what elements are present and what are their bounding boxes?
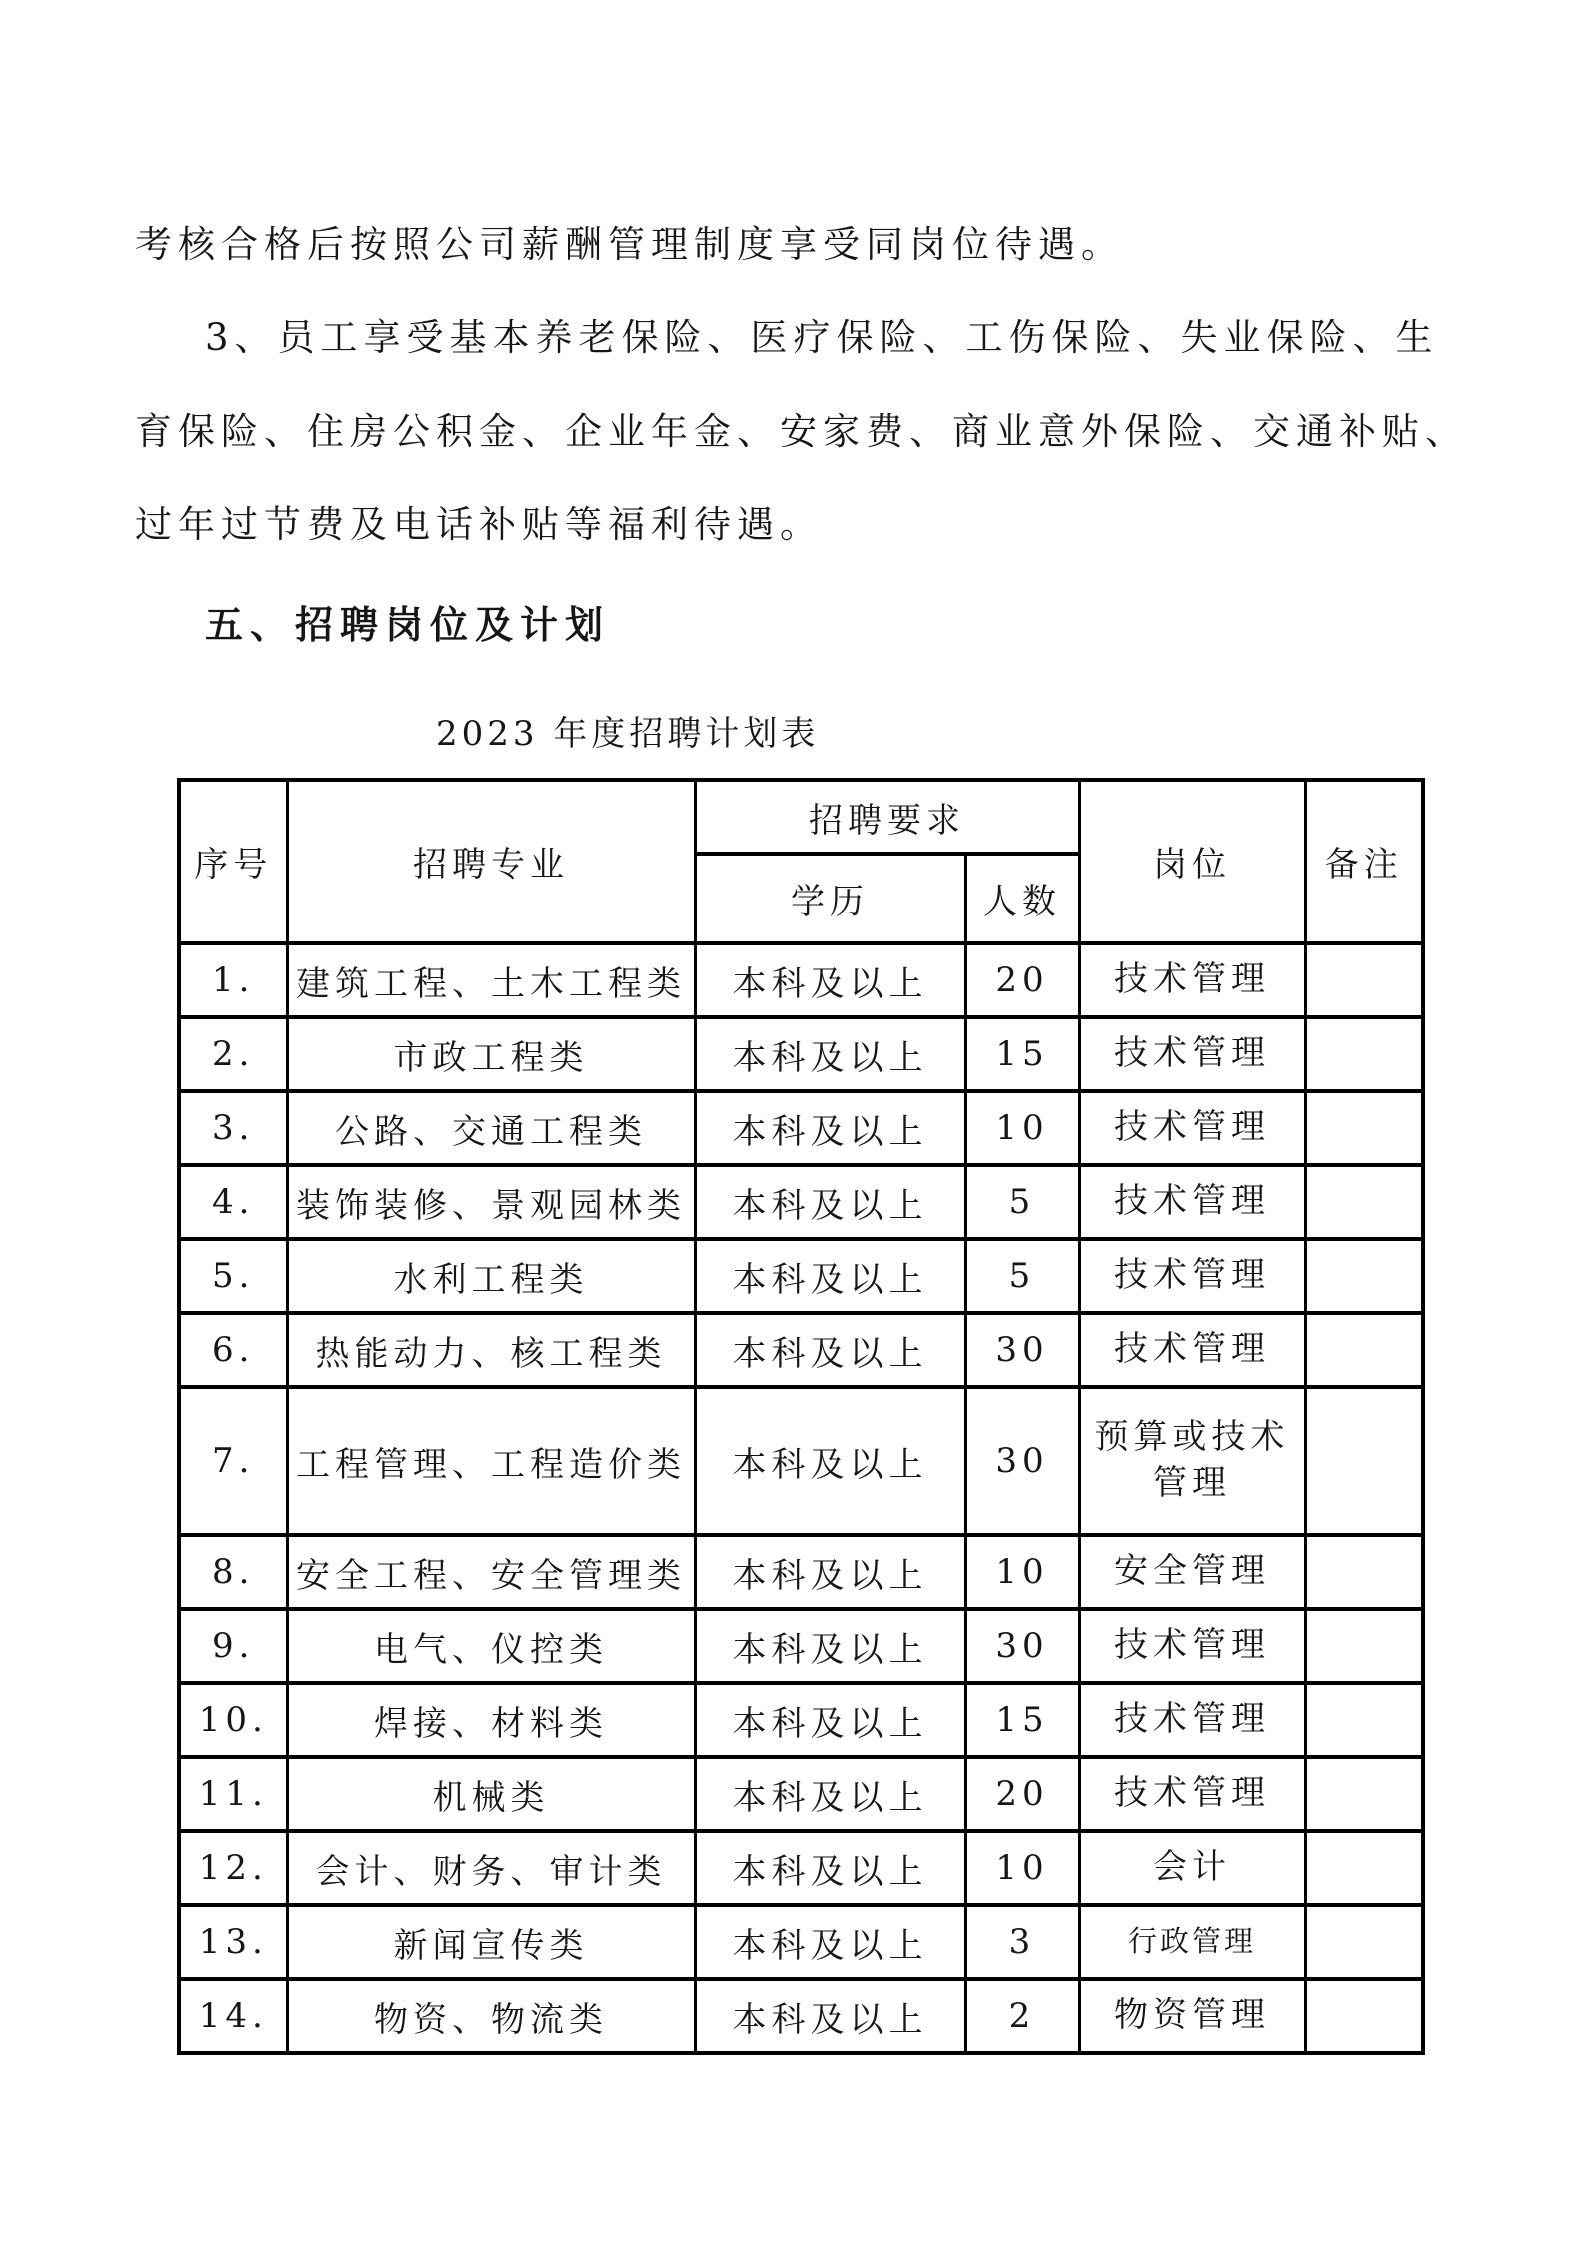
cell-major: 电气、仪控类 (287, 1609, 695, 1683)
cell-major: 水利工程类 (287, 1239, 695, 1313)
cell-education: 本科及以上 (695, 1313, 965, 1387)
header-remark: 备注 (1305, 780, 1423, 943)
cell-education: 本科及以上 (695, 1165, 965, 1239)
cell-major: 建筑工程、土木工程类 (287, 943, 695, 1017)
cell-headcount: 10 (965, 1831, 1079, 1905)
cell-major: 物资、物流类 (287, 1979, 695, 2053)
table-row (179, 1905, 1423, 1979)
header-major: 招聘专业 (287, 780, 695, 943)
table-row (179, 1387, 1423, 1535)
cell-major: 会计、财务、审计类 (287, 1831, 695, 1905)
cell-headcount: 5 (965, 1239, 1079, 1313)
cell-position: 技术管理 (1079, 1683, 1305, 1757)
cell-serial: 2. (179, 1017, 287, 1091)
cell-major: 焊接、材料类 (287, 1683, 695, 1757)
table-row (179, 1683, 1423, 1757)
cell-headcount: 5 (965, 1165, 1079, 1239)
cell-serial: 8. (179, 1535, 287, 1609)
table-row (179, 943, 1423, 1017)
cell-education: 本科及以上 (695, 1757, 965, 1831)
cell-education: 本科及以上 (695, 1609, 965, 1683)
cell-education: 本科及以上 (695, 1683, 965, 1757)
cell-remark (1305, 1831, 1423, 1905)
cell-major: 装饰装修、景观园林类 (287, 1165, 695, 1239)
header-serial: 序号 (179, 780, 287, 943)
cell-headcount: 3 (965, 1905, 1079, 1979)
cell-major: 机械类 (287, 1757, 695, 1831)
cell-education: 本科及以上 (695, 1979, 965, 2053)
cell-remark (1305, 1979, 1423, 2053)
section-heading: 五、招聘岗位及计划 (205, 602, 611, 647)
cell-position: 行政管理 (1079, 1905, 1305, 1979)
table-row (179, 1091, 1423, 1165)
cell-education: 本科及以上 (695, 1091, 965, 1165)
cell-headcount: 20 (965, 1757, 1079, 1831)
recruitment-table-body (179, 943, 1423, 2053)
cell-remark (1305, 1165, 1423, 1239)
cell-serial: 7. (179, 1387, 287, 1535)
cell-headcount: 15 (965, 1017, 1079, 1091)
cell-major: 安全工程、安全管理类 (287, 1535, 695, 1609)
cell-serial: 1. (179, 943, 287, 1017)
recruitment-plan-table (177, 778, 1425, 2055)
table-row (179, 1535, 1423, 1609)
cell-position: 技术管理 (1079, 1757, 1305, 1831)
cell-serial: 13. (179, 1905, 287, 1979)
cell-headcount: 10 (965, 1535, 1079, 1609)
cell-position: 技术管理 (1079, 1239, 1305, 1313)
cell-remark (1305, 1091, 1423, 1165)
table-row (179, 1165, 1423, 1239)
cell-education: 本科及以上 (695, 1535, 965, 1609)
cell-major: 公路、交通工程类 (287, 1091, 695, 1165)
cell-headcount: 30 (965, 1387, 1079, 1535)
cell-headcount: 2 (965, 1979, 1079, 2053)
paragraph-benefits-line-3: 过年过节费及电话补贴等福利待遇。 (135, 503, 823, 546)
paragraph-benefits-line-1: 3、员工享受基本养老保险、医疗保险、工伤保险、失业保险、生 (205, 316, 1439, 359)
cell-education: 本科及以上 (695, 1905, 965, 1979)
cell-serial: 5. (179, 1239, 287, 1313)
cell-education: 本科及以上 (695, 943, 965, 1017)
cell-major: 工程管理、工程造价类 (287, 1387, 695, 1535)
cell-serial: 10. (179, 1683, 287, 1757)
table-row (179, 1831, 1423, 1905)
header-education: 学历 (695, 854, 965, 943)
table-header (179, 780, 1423, 943)
cell-remark (1305, 943, 1423, 1017)
cell-headcount: 10 (965, 1091, 1079, 1165)
table-row (179, 1979, 1423, 2053)
header-headcount: 人数 (965, 854, 1079, 943)
cell-education: 本科及以上 (695, 1387, 965, 1535)
cell-education: 本科及以上 (695, 1239, 965, 1313)
table-header-row-top (179, 780, 1423, 854)
table-row (179, 1239, 1423, 1313)
paragraph-benefits-line-2: 育保险、住房公积金、企业年金、安家费、商业意外保险、交通补贴、 (135, 410, 1468, 453)
cell-serial: 11. (179, 1757, 287, 1831)
cell-education: 本科及以上 (695, 1831, 965, 1905)
cell-serial: 9. (179, 1609, 287, 1683)
cell-position: 技术管理 (1079, 1165, 1305, 1239)
cell-serial: 14. (179, 1979, 287, 2053)
cell-major: 市政工程类 (287, 1017, 695, 1091)
header-position: 岗位 (1079, 780, 1305, 943)
cell-remark (1305, 1387, 1423, 1535)
cell-headcount: 15 (965, 1683, 1079, 1757)
cell-serial: 4. (179, 1165, 287, 1239)
cell-position: 会计 (1079, 1831, 1305, 1905)
cell-remark (1305, 1609, 1423, 1683)
cell-headcount: 30 (965, 1313, 1079, 1387)
cell-education: 本科及以上 (695, 1017, 965, 1091)
cell-position: 技术管理 (1079, 1313, 1305, 1387)
cell-position: 物资管理 (1079, 1979, 1305, 2053)
table-row (179, 1609, 1423, 1683)
table-row (179, 1757, 1423, 1831)
cell-headcount: 30 (965, 1609, 1079, 1683)
cell-remark (1305, 1017, 1423, 1091)
cell-position: 技术管理 (1079, 943, 1305, 1017)
cell-remark (1305, 1313, 1423, 1387)
paragraph-intro-line: 考核合格后按照公司薪酬管理制度享受同岗位待遇。 (135, 223, 1124, 266)
cell-position: 技术管理 (1079, 1091, 1305, 1165)
table-row (179, 1313, 1423, 1387)
cell-serial: 12. (179, 1831, 287, 1905)
cell-position: 安全管理 (1079, 1535, 1305, 1609)
cell-serial: 3. (179, 1091, 287, 1165)
header-requirements-group: 招聘要求 (695, 780, 1079, 854)
cell-serial: 6. (179, 1313, 287, 1387)
cell-major: 新闻宣传类 (287, 1905, 695, 1979)
cell-major: 热能动力、核工程类 (287, 1313, 695, 1387)
cell-remark (1305, 1757, 1423, 1831)
cell-remark (1305, 1535, 1423, 1609)
cell-position: 技术管理 (1079, 1609, 1305, 1683)
cell-position: 预算或技术管理 (1079, 1387, 1305, 1535)
cell-remark (1305, 1239, 1423, 1313)
table-row (179, 1017, 1423, 1091)
cell-position: 技术管理 (1079, 1017, 1305, 1091)
cell-remark (1305, 1905, 1423, 1979)
cell-remark (1305, 1683, 1423, 1757)
cell-headcount: 20 (965, 943, 1079, 1017)
table-caption: 2023 年度招聘计划表 (436, 714, 820, 754)
